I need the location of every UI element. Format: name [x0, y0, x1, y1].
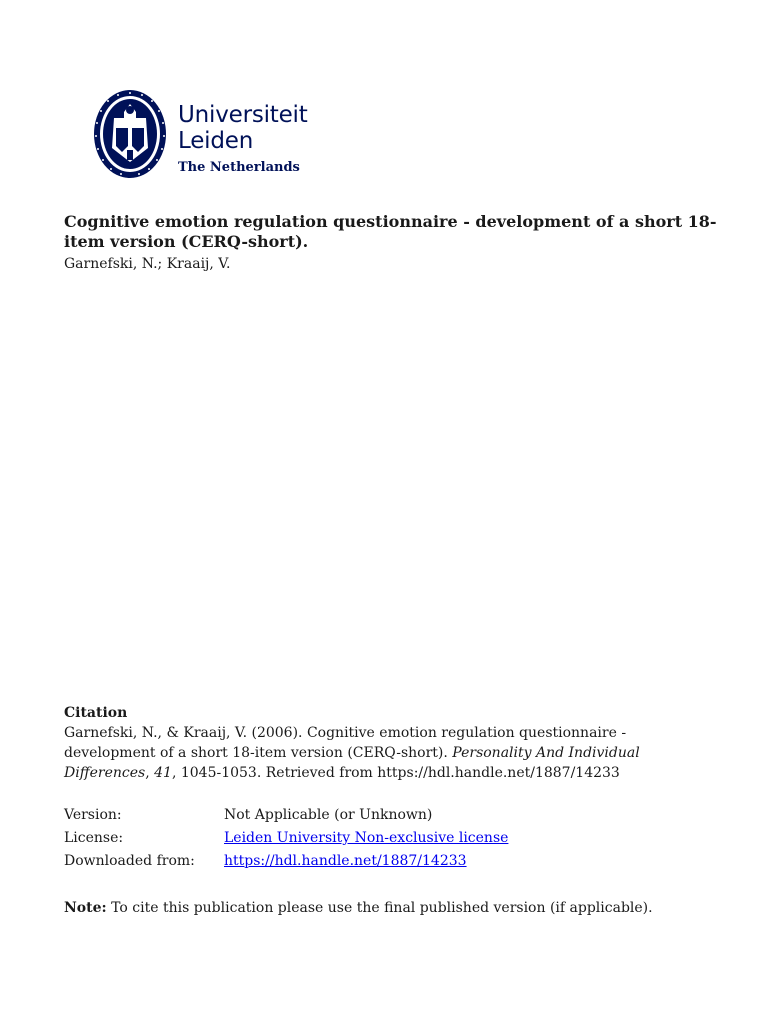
- handle-link[interactable]: https://hdl.handle.net/1887/14233: [224, 853, 467, 869]
- university-seal-icon: [92, 88, 170, 180]
- note: [64, 898, 653, 918]
- metadata-table: [64, 804, 508, 873]
- citation-heading: Citation: [64, 705, 128, 721]
- downloaded-label: Downloaded from:: [64, 853, 195, 869]
- logo-wordmark: [178, 102, 308, 178]
- citation-sep: ,: [145, 765, 155, 781]
- license-label: License:: [64, 830, 124, 846]
- citation-part1: Garnefski, N., & Kraaij, V. (2006). Cognitive emotion regulation questionnaire - development of a short 18-item version (CERQ-short).: [64, 725, 627, 761]
- citation-part2: , 1045-1053. Retrieved from https://hdl.handle.net/1887/14233: [171, 765, 620, 781]
- document-authors: Garnefski, N.; Kraaij, V.: [64, 256, 231, 272]
- citation-journal: Personality And Individual Differences: [64, 745, 640, 781]
- university-logo: [92, 88, 322, 184]
- note-text: To cite this publication please use the final published version (if applicable).: [106, 900, 653, 916]
- license-link[interactable]: Leiden University Non-exclusive license: [224, 830, 509, 846]
- logo-line-netherlands: The Netherlands: [178, 160, 300, 175]
- citation-text: [64, 723, 704, 783]
- meta-row-downloaded: [64, 850, 508, 873]
- meta-row-license: [64, 827, 508, 850]
- document-title: Cognitive emotion regulation questionnaire - development of a short 18-item version (CERQ-short).: [64, 212, 717, 251]
- logo-line-leiden: Leiden: [178, 128, 254, 154]
- citation-volume: 41: [154, 765, 172, 781]
- note-label: Note:: [64, 900, 107, 916]
- version-value: Not Applicable (or Unknown): [224, 807, 433, 823]
- logo-line-universiteit: Universiteit: [178, 102, 308, 128]
- version-label: Version:: [64, 807, 122, 823]
- meta-row-version: [64, 804, 508, 827]
